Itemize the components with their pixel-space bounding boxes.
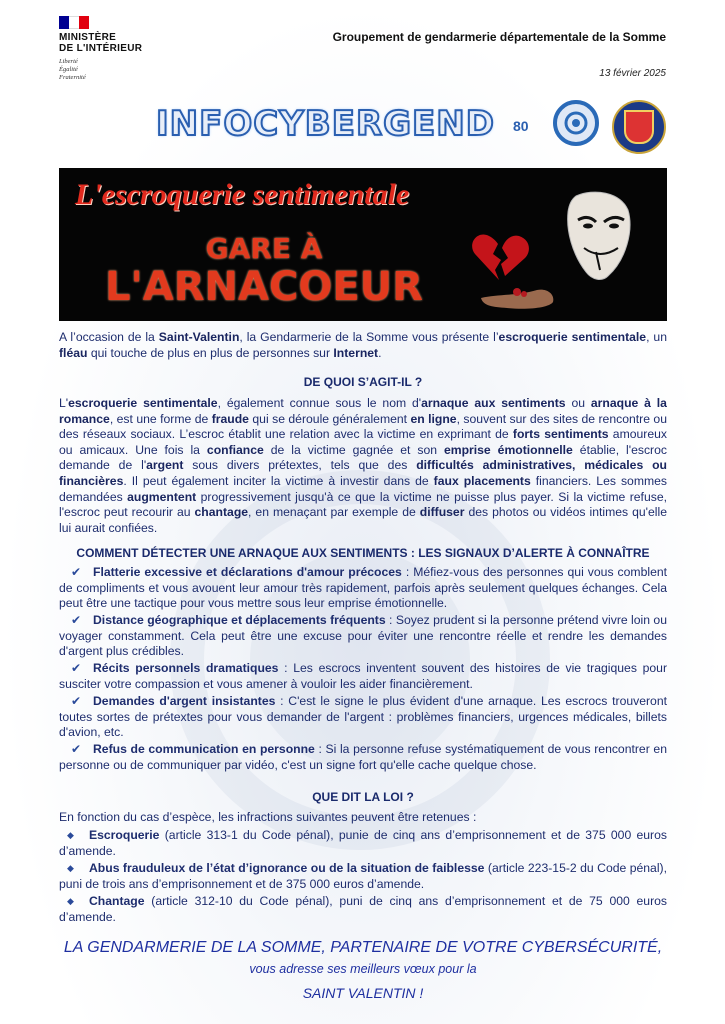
text-run: qui se déroule généralement [248,411,411,426]
banner-line1: GARE À [205,232,323,265]
checkmark-icon: ✔ [71,661,82,675]
closing-line1: LA GENDARMERIE DE LA SOMME, PARTENAIRE DE VOTRE CYBERSÉCURITÉ, [63,939,663,956]
offense-penalty: (article 312-10 du Code pénal), puni de cinq ans d’emprisonnement et de 75 000 euros d’amende. [59,894,667,924]
offense-name: Abus frauduleux de l’état d’ignorance ou de la situation de faiblesse [89,861,485,876]
banner [59,168,667,321]
emphasis-text: Internet [333,345,379,360]
text-run: L' [59,396,69,410]
warning-sign-title: Flatterie excessive et déclarations d'amour précoces [93,565,402,579]
section-heading-definition: DE QUOI S’AGIT-IL ? [303,375,423,389]
emphasis-text: forts sentiments [512,427,609,442]
warning-sign-item [59,694,667,741]
emphasis-text: arnaque aux sentiments [421,396,566,410]
warning-sign-item [59,613,667,660]
text-run: qui touche de plus en plus de personnes sur [87,345,334,360]
emphasis-text: en ligne [410,411,457,426]
warning-sign-description: : Soyez prudent si la personne prétend vivre loin ou voyager constamment. Cela peut être une excuse pour éviter une rencontre réelle et rendre les demandes d'argent plus crédibles. [59,613,667,659]
gendarmerie-crest-icon [612,100,666,154]
text-run: , est une forme de [109,411,212,426]
warning-sign-item [59,661,667,692]
warning-sign-title: Demandes d'argent insistantes [93,694,276,708]
mask-icon [564,190,634,282]
text-run: , la Gendarmerie de la Somme vous présente l’ [239,330,499,344]
emphasis-text: emprise émotionnelle [443,442,573,457]
law-item [59,894,667,925]
text-run: ou [565,396,591,410]
emphasis-text: escroquerie sentimentale [498,330,647,344]
emphasis-text: escroquerie sentimentale [68,396,218,410]
ministry-name: MINISTÈRE DE L'INTÉRIEUR [59,32,143,54]
text-run: amoureux ou amicaux. Une fois la [59,427,667,457]
emphasis-text: argent [146,458,184,473]
emphasis-text: confiance [206,442,264,457]
warning-sign-item [59,742,667,773]
closing-line3: SAINT VALENTIN ! [302,985,424,1001]
checkmark-icon: ✔ [71,613,82,627]
emphasis-text: fléau [59,345,88,360]
emphasis-text: Saint-Valentin [158,330,240,344]
emphasis-text: diffuser [419,505,465,520]
text-run: sous divers prétextes, tels que des [183,458,417,473]
definition-paragraph [59,396,667,536]
group-name: Groupement de gendarmerie départementale de la Somme [332,30,666,44]
diamond-bullet-icon: ◆ [67,896,74,906]
diamond-bullet-icon: ◆ [67,863,74,873]
text-run: , en menaçant par exemple de [248,505,420,520]
warning-sign-description: : Les escrocs inventent souvent des histoires de vie tragiques pour susciter votre compassion et vous amener à vouloir les aider financièrement. [59,661,667,691]
offense-name: Escroquerie [89,828,160,843]
checkmark-icon: ✔ [71,694,82,708]
warning-sign-item [59,565,667,612]
text-run: . [378,345,382,360]
text-run: , également connue sous le nom d' [217,396,422,410]
offense-penalty: (article 313-1 du Code pénal), punie de cinq ans d’emprisonnement et de 375 000 euros d’amende. [59,828,667,858]
broken-heart-icon [471,230,531,282]
cyber-badge-icon [553,100,599,146]
emphasis-text: fraude [211,411,249,426]
closing-line2: vous adresse ses meilleurs vœux pour la [249,962,477,976]
warning-sign-description: : Méfiez-vous des personnes qui vous comblent de compliments et vous avouent leur amour très rapidement, parfois après seulement quelques échanges. Cela peut être une tactique pour vous mettre sous leur emprise émotionnelle. [59,565,668,611]
text-run: établie, l'escroc demande de l' [59,442,667,473]
french-flag-icon [59,16,89,29]
intro-paragraph [59,330,667,361]
law-intro: En fonction du cas d’espèce, les infractions suivantes peuvent être retenues : [59,810,477,824]
emphasis-text: arnaque à la romance [59,396,667,426]
text-run: des photos ou vidéos intimes qu'elle lui aurait confiées. [59,505,667,535]
diamond-bullet-icon: ◆ [67,830,74,840]
text-run: . Il peut également inciter la victime à investir dans de [123,473,434,488]
section-heading-warning-signs: COMMENT DÉTECTER UNE ARNAQUE AUX SENTIMENTS : LES SIGNAUX D’ALERTE À CONNAÎTRE [76,546,650,560]
document-date: 13 février 2025 [599,68,666,79]
law-item [59,861,667,892]
emphasis-text: difficultés administratives, médicales ou financières [59,458,667,488]
checkmark-icon: ✔ [71,565,82,579]
text-run: , un [646,330,667,344]
banner-line2: L'ARNACOEUR [105,264,423,310]
offense-penalty: (article 223-15-2 du Code pénal), puni de trois ans d’emprisonnement et de 375 000 euros d’amende. [59,861,667,891]
logo-number: 80 [513,118,529,134]
warning-sign-title: Refus de communication en personne [93,742,315,756]
offense-name: Chantage [89,894,145,909]
text-run: financiers. Les sommes demandées [59,473,667,504]
emphasis-text: augmentent [127,489,197,504]
hand-icon [477,276,557,312]
checkmark-icon: ✔ [71,742,82,756]
emphasis-text: faux placements [433,473,531,488]
warning-sign-description: : C'est le signe le plus évident d'une arnaque. Les escrocs trouveront toutes sortes de prétextes pour vous demander de l'argent : problèmes financiers, urgences médicales, billets d'avion, etc. [59,694,667,740]
banner-title: L'escroquerie sentimentale [75,178,410,211]
section-heading-law: QUE DIT LA LOI ? [312,790,414,804]
warning-sign-title: Distance géographique et déplacements fréquents [93,613,386,627]
warning-sign-description: : Si la personne refuse systématiquement de vous rencontrer en personne ou de communiquer par vidéo, c'est un signe fort qu'elle cache quelque chose. [59,742,667,772]
text-run: progressivement jusqu'à ce que la victime ne puisse plus payer. Si la victime refuse, l'escroc peut recourir au [59,489,667,520]
infocybergend-logo: INFOCYBERGEND [156,104,495,144]
text-run: A l’occasion de la [59,330,159,344]
text-run: de la victime gagnée et son [263,442,444,457]
warning-sign-title: Récits personnels dramatiques [93,661,279,675]
emphasis-text: chantage [194,505,249,520]
law-item [59,828,667,859]
text-run: , souvent sur des sites de rencontre ou des réseaux sociaux. L’escroc établit une relation avec la victime en exprimant de [59,411,667,442]
republic-motto: Liberté Égalité Fraternité [59,58,86,81]
